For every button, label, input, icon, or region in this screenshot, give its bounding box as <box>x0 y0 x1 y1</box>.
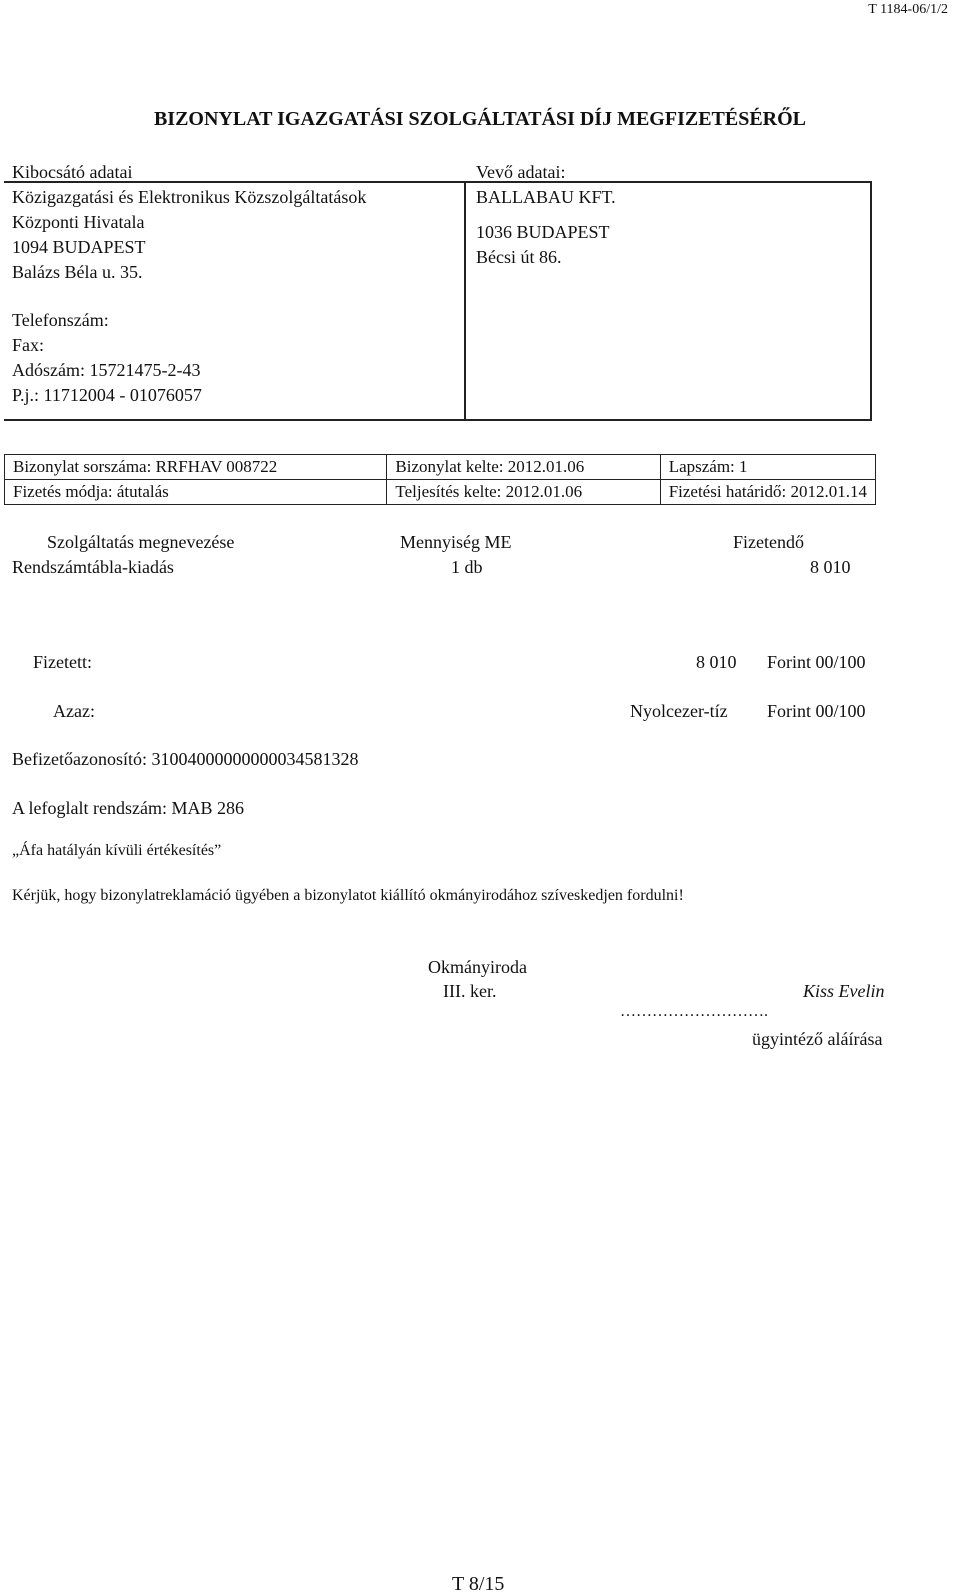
info-row <box>5 455 876 480</box>
document-title: BIZONYLAT IGAZGATÁSI SZOLGÁLTATÁSI DÍJ MEGFIZETÉSÉRŐL <box>153 108 807 130</box>
buyer-city: 1036 BUDAPEST <box>476 222 610 242</box>
buyer-heading: Vevő adatai: <box>476 162 566 182</box>
service-quantity: 1 db <box>451 557 483 577</box>
signature-name: Kiss Evelin <box>803 981 885 1001</box>
completion-date: Teljesítés kelte: 2012.01.06 <box>387 480 660 505</box>
payment-due-date: Fizetési határidő: 2012.01.14 <box>660 480 875 505</box>
issue-date: Bizonylat kelte: 2012.01.06 <box>387 455 660 480</box>
issuer-street: Balázs Béla u. 35. <box>12 262 143 282</box>
vat-note: „Áfa hatályán kívüli értékesítés” <box>12 842 222 859</box>
payment-method: Fizetés módja: átutalás <box>5 480 387 505</box>
office-name: Okmányiroda <box>428 957 527 977</box>
info-row <box>5 480 876 505</box>
service-name: Rendszámtábla-kiadás <box>12 557 174 577</box>
complaint-note: Kérjük, hogy bizonylatreklamáció ügyében a bizonylatot kiállító okmányirodához szíveskedjen fordulni! <box>12 887 684 904</box>
service-amount: 8 010 <box>810 557 851 577</box>
buyer-name: BALLABAU KFT. <box>476 187 616 207</box>
column-header-amount: Fizetendő <box>733 532 804 552</box>
column-header-service: Szolgáltatás megnevezése <box>47 532 235 552</box>
in-words-currency: Forint 00/100 <box>767 701 866 721</box>
issuer-fax: Fax: <box>12 335 45 355</box>
party-divider <box>464 181 466 421</box>
receipt-info-table <box>4 454 876 505</box>
document-code: T 1184-06/1/2 <box>868 2 948 17</box>
issuer-account: P.j.: 11712004 - 01076057 <box>12 385 202 405</box>
issuer-phone: Telefonszám: <box>12 310 109 330</box>
issuer-city: 1094 BUDAPEST <box>12 237 146 257</box>
in-words-label: Azaz: <box>53 701 95 721</box>
paid-amount: 8 010 <box>696 652 737 672</box>
paid-label: Fizetett: <box>33 652 92 672</box>
seized-plate: A lefoglalt rendszám: MAB 286 <box>12 798 244 818</box>
paid-currency: Forint 00/100 <box>767 652 866 672</box>
signature-caption: ügyintéző aláírása <box>752 1029 883 1049</box>
issuer-heading: Kibocsátó adatai <box>12 162 133 182</box>
buyer-street: Bécsi út 86. <box>476 247 562 267</box>
column-header-quantity: Mennyiség ME <box>400 532 512 552</box>
issuer-tax-number: Adószám: 15721475-2-43 <box>12 360 201 380</box>
page-number: Lapszám: 1 <box>660 455 875 480</box>
receipt-serial: Bizonylat sorszáma: RRFHAV 008722 <box>5 455 387 480</box>
issuer-name-line1: Közigazgatási és Elektronikus Közszolgáltatások <box>12 187 367 207</box>
payer-id: Befizetőazonosító: 31004000000000034581328 <box>12 749 359 769</box>
issuer-name-line2: Központi Hivatala <box>12 212 145 232</box>
page-footer: T 8/15 <box>452 1573 505 1595</box>
issuer-block <box>12 160 366 408</box>
amount-in-words: Nyolcezer-tíz <box>630 701 728 721</box>
buyer-block <box>476 160 616 270</box>
signature-line: ………………………. <box>620 1003 768 1020</box>
office-district: III. ker. <box>443 981 497 1001</box>
